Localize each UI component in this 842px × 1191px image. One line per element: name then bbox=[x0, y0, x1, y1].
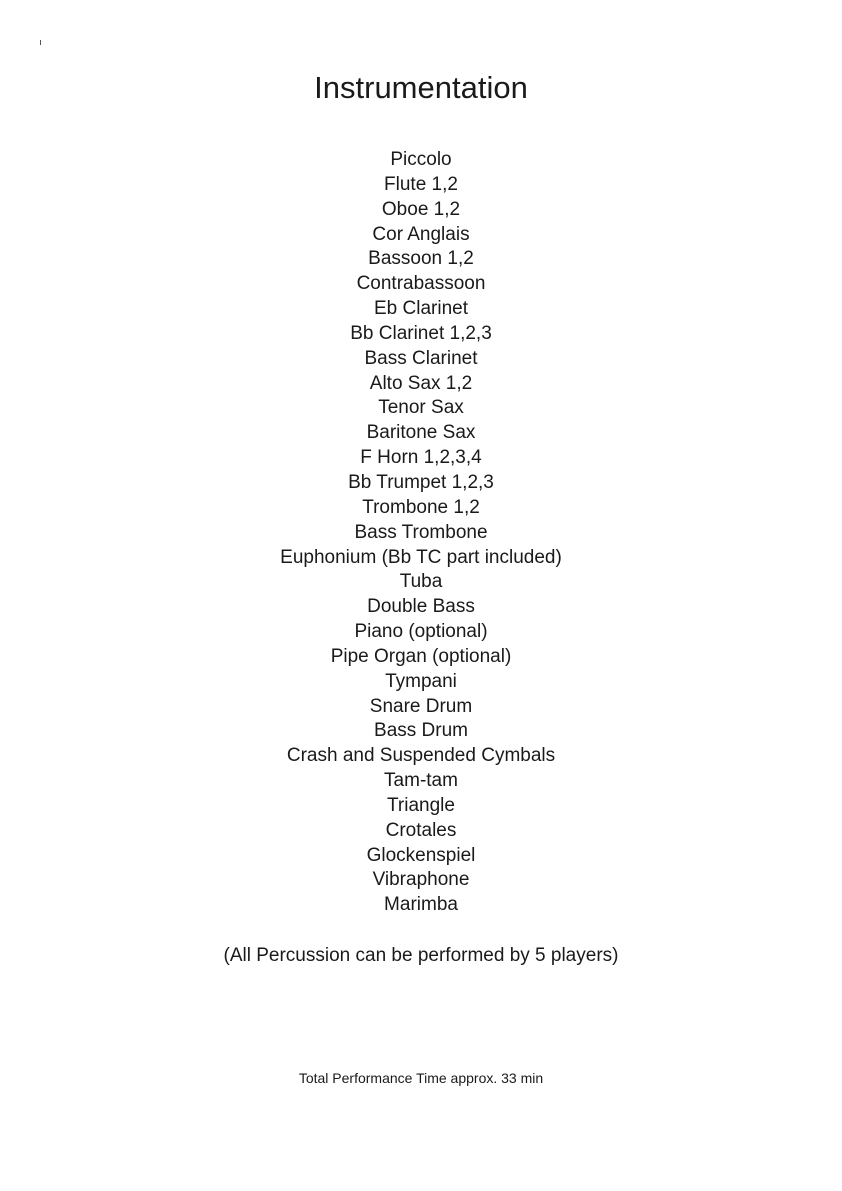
margin-tick-mark bbox=[40, 40, 41, 45]
instrument-item: Pipe Organ (optional) bbox=[330, 645, 512, 667]
instrument-item: Bb Trumpet 1,2,3 bbox=[348, 471, 494, 493]
instrument-item: Tuba bbox=[399, 571, 443, 593]
instrument-item: Tympani bbox=[385, 670, 457, 692]
instrument-item: Tenor Sax bbox=[378, 397, 464, 419]
instrument-item: Baritone Sax bbox=[366, 422, 476, 444]
instrument-item: Glockenspiel bbox=[366, 844, 476, 866]
instrument-item: Tam-tam bbox=[384, 770, 458, 792]
instrument-list bbox=[0, 148, 842, 918]
instrument-item: Alto Sax 1,2 bbox=[369, 372, 473, 394]
instrument-item: Cor Anglais bbox=[372, 223, 470, 245]
instrument-item: Vibraphone bbox=[372, 869, 470, 891]
page-title: Instrumentation bbox=[314, 70, 528, 105]
instrument-item: Double Bass bbox=[367, 596, 475, 618]
instrument-item: Crash and Suspended Cymbals bbox=[286, 745, 556, 767]
instrument-item: Oboe 1,2 bbox=[381, 198, 461, 220]
instrument-item: Bass Trombone bbox=[354, 521, 488, 543]
instrument-item: Bassoon 1,2 bbox=[368, 248, 474, 270]
instrument-item: Bb Clarinet 1,2,3 bbox=[350, 322, 492, 344]
instrument-item: Flute 1,2 bbox=[384, 173, 458, 195]
instrument-item: Piccolo bbox=[390, 149, 452, 170]
instrument-item: F Horn 1,2,3,4 bbox=[360, 447, 482, 469]
instrument-item: Snare Drum bbox=[369, 695, 473, 717]
instrument-item: Marimba bbox=[384, 894, 458, 916]
instrument-item: Euphonium (Bb TC part included) bbox=[280, 546, 562, 568]
instrument-item: Crotales bbox=[385, 819, 457, 841]
instrument-item: Trombone 1,2 bbox=[362, 496, 480, 518]
percussion-note: (All Percussion can be performed by 5 players) bbox=[223, 945, 619, 966]
instrument-item: Bass Drum bbox=[374, 720, 468, 742]
performance-time: Total Performance Time approx. 33 min bbox=[298, 1070, 544, 1086]
instrument-item: Contrabassoon bbox=[356, 273, 486, 295]
instrument-item: Piano (optional) bbox=[354, 621, 488, 643]
instrument-item: Bass Clarinet bbox=[364, 347, 478, 369]
instrument-item: Triangle bbox=[387, 794, 455, 816]
instrument-item: Eb Clarinet bbox=[374, 298, 468, 320]
